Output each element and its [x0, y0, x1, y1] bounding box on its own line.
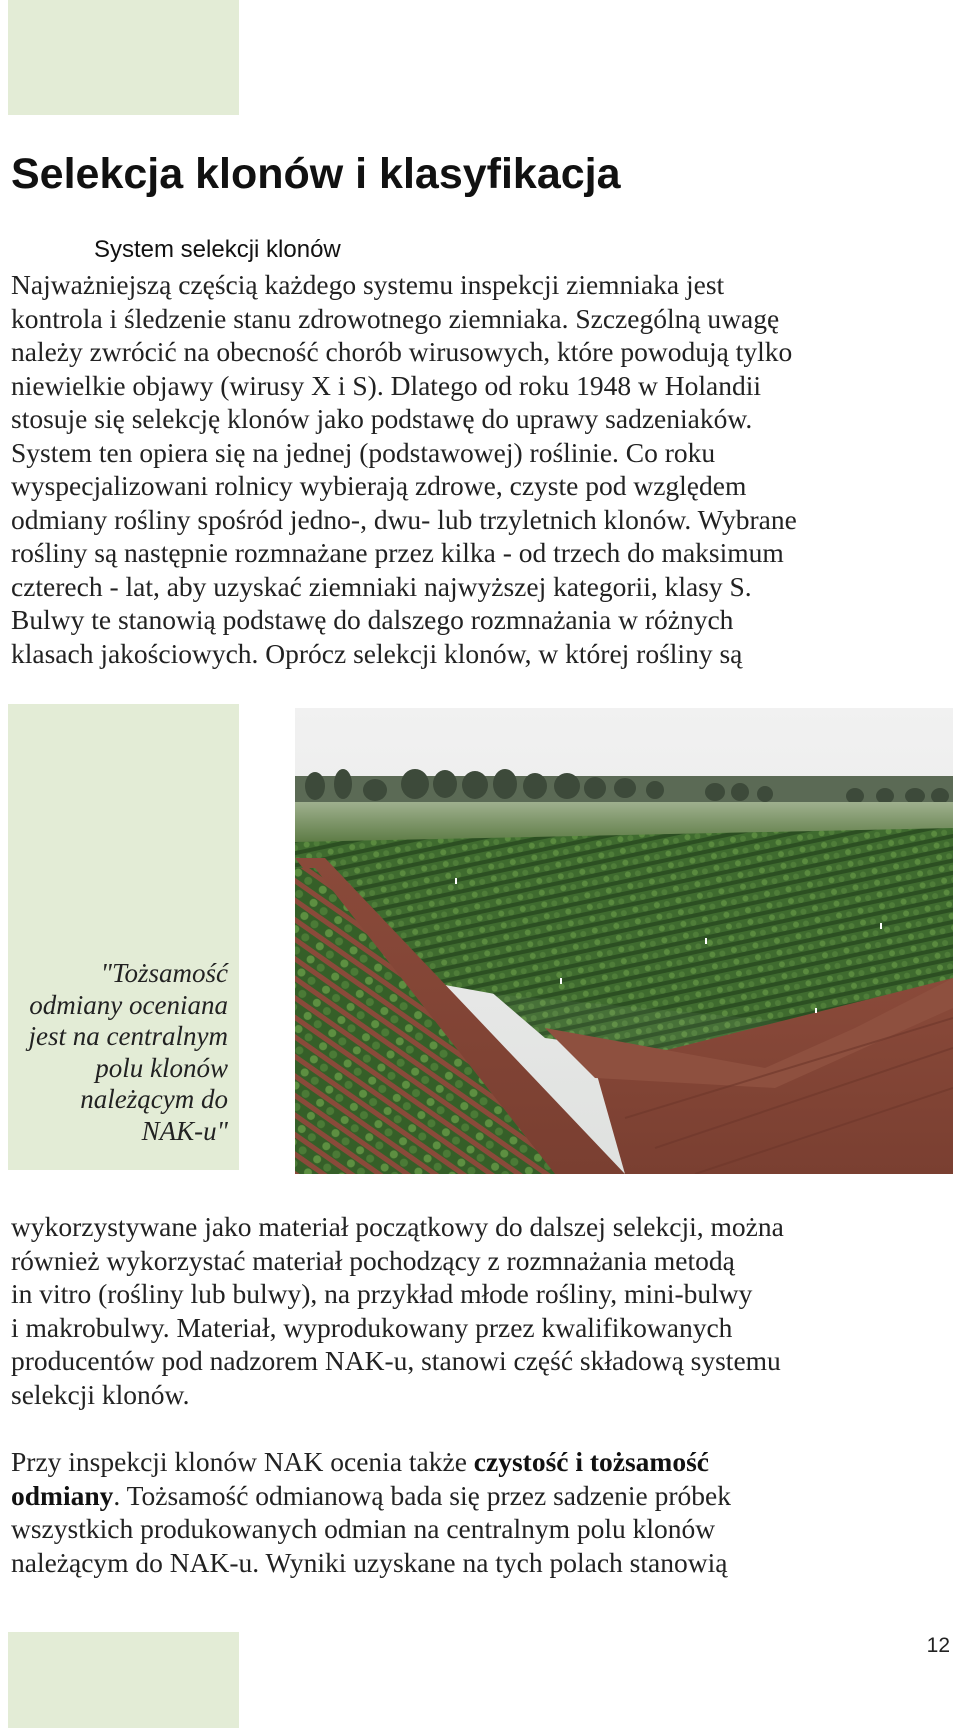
emphasis-text: czystość i tożsamość: [473, 1446, 709, 1477]
paragraph-line: Bulwy te stanowią podstawę do dalszego rozmnażania w różnych: [11, 604, 734, 635]
paragraph-line: i makrobulwy. Materiał, wyprodukowany przez kwalifikowanych: [11, 1311, 733, 1343]
paragraph-text: Przy inspekcji klonów NAK ocenia także: [11, 1446, 474, 1477]
potato-field-photo: [295, 708, 953, 1174]
paragraph-line: wyspecjalizowani rolnicy wybierają zdrowe, czyste pod względem: [11, 470, 747, 501]
paragraph-line: System ten opiera się na jednej (podstawowej) roślinie. Co roku: [11, 436, 716, 468]
page-number: 12: [926, 1634, 950, 1657]
paragraph-line: odmiany rośliny spośród jedno-, dwu- lub trzyletnich klonów. Wybrane: [11, 503, 797, 535]
paragraph-line: wszystkich produkowanych odmian na centralnym polu klonów: [11, 1513, 716, 1544]
paragraph-line: producentów pod nadzorem NAK-u, stanowi część składową systemu: [11, 1345, 781, 1376]
paragraph-3: [11, 1445, 956, 1579]
emphasis-text: odmiany: [11, 1479, 114, 1511]
decorative-green-block-bottom: [8, 1632, 239, 1728]
paragraph-line: selekcji klonów.: [11, 1378, 190, 1410]
paragraph-line: niewielkie objawy (wirusy X i S). Dlatego od roku 1948 w Holandii: [11, 369, 762, 401]
pull-quote: [14, 958, 228, 1147]
page-title: Selekcja klonów i klasyfikacja: [11, 150, 621, 198]
section-subtitle: System selekcji klonów: [94, 236, 341, 263]
paragraph-line: in vitro (rośliny lub bulwy), na przykład młode rośliny, mini-bulwy: [11, 1278, 753, 1309]
paragraph-line: wykorzystywane jako materiał początkowy do dalszej selekcji, można: [11, 1211, 784, 1242]
paragraph-line: [11, 1479, 956, 1513]
quote-line: "Tożsamość: [100, 958, 228, 988]
paragraph-line: rośliny są następnie rozmnażane przez kilka - od trzech do maksimum: [11, 537, 784, 568]
paragraph-line: [11, 1445, 956, 1479]
paragraph-1: [11, 268, 956, 670]
paragraph-line: kontrola i śledzenie stanu zdrowotnego ziemniaka. Szczególną uwagę: [11, 302, 780, 334]
paragraph-line: stosuje się selekcję klonów jako podstawę do uprawy sadzeniaków.: [11, 403, 753, 434]
paragraph-line: również wykorzystać materiał pochodzący z rozmnażania metodą: [11, 1244, 735, 1276]
quote-line: NAK-u": [141, 1115, 228, 1146]
paragraph-line: czterech - lat, aby uzyskać ziemniaki najwyższej kategorii, klasy S.: [11, 570, 752, 602]
paragraph-text: . Tożsamość odmianową bada się przez sadzenie próbek: [113, 1479, 731, 1511]
decorative-green-block-top: [8, 0, 239, 115]
paragraph-line: Najważniejszą częścią każdego systemu inspekcji ziemniaka jest: [11, 269, 725, 300]
quote-line: jest na centralnym: [28, 1021, 228, 1051]
quote-line: należącym do: [80, 1084, 228, 1114]
paragraph-line: należy zwrócić na obecność chorób wirusowych, które powodują tylko: [11, 336, 793, 367]
paragraph-line: należącym do NAK-u. Wyniki uzyskane na tych polach stanowią: [11, 1546, 728, 1578]
quote-line: odmiany oceniana: [29, 989, 228, 1020]
paragraph-line: klasach jakościowych. Oprócz selekcji klonów, w której rośliny są: [11, 637, 743, 669]
paragraph-2: [11, 1210, 956, 1411]
quote-line: polu klonów: [95, 1052, 228, 1083]
